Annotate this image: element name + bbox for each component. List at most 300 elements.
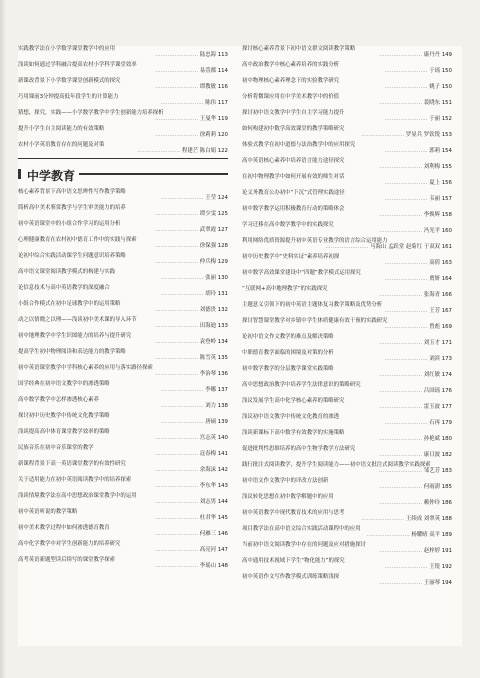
toc-entry-meta xyxy=(18,243,228,249)
toc-entry-author: 王锐 xyxy=(429,564,440,571)
toc-entry-meta xyxy=(242,116,452,122)
toc-entry xyxy=(242,446,452,459)
toc-entry-page: 124 xyxy=(215,195,228,202)
toc-entry-page: 148 xyxy=(215,563,228,570)
toc-entry-author: 邹艺芳 xyxy=(423,468,440,475)
toc-entry-title: 学习迁移在高中数学教学中的实践探究 xyxy=(242,222,334,228)
toc-entry xyxy=(18,541,228,554)
leader-dots: …………………… xyxy=(384,308,430,315)
toc-entry-title: 探讨智慧课堂教学对乡镇中学生体质健康有效干预的实践研究 xyxy=(242,318,388,324)
toc-entry-meta xyxy=(242,340,452,346)
toc-entry-meta xyxy=(18,291,228,297)
toc-entry xyxy=(18,557,228,570)
toc-entry-meta xyxy=(18,211,228,217)
toc-entry xyxy=(242,110,452,123)
page-fold-shadow xyxy=(0,0,6,678)
toc-entry-author: 宫志英 xyxy=(199,435,216,442)
toc-entry-author: 胡玲 xyxy=(205,291,216,298)
toc-entry-author: 陈雪英 xyxy=(199,355,216,362)
toc-entry xyxy=(242,46,452,59)
toc-entry-page: 116 xyxy=(215,84,228,91)
toc-entry-title: 初中英语课堂中的小组合作学习的运用分析 xyxy=(18,221,121,227)
toc-entry-meta xyxy=(242,180,452,186)
toc-entry-meta xyxy=(242,52,452,58)
toc-entry-title: 论初中综合实践活动课学生问题意识培养策略 xyxy=(18,253,126,259)
leader-dots: …………………… xyxy=(154,243,200,250)
toc-entry-page: 194 xyxy=(439,580,452,587)
toc-entry-title: “互联网+高中地理教学”的实践探究 xyxy=(242,286,328,292)
toc-entry-title: 初中语文作文教学中的评改方法创新 xyxy=(242,478,329,484)
toc-entry-author: 武翠霞 xyxy=(199,227,216,234)
toc-entry-author: 曾彪 xyxy=(429,324,440,331)
section-rule xyxy=(79,173,228,175)
toc-entry-page: 160 xyxy=(439,228,452,235)
toc-entry-author: 李瑶山 xyxy=(199,563,216,570)
toc-entry-meta xyxy=(18,547,228,553)
leader-dots: …………………… xyxy=(160,291,206,298)
leader-dots: …………………… xyxy=(154,84,200,91)
toc-entry xyxy=(242,382,452,395)
toc-entry-author: 赵梓婷 xyxy=(423,548,440,555)
toc-entry-meta xyxy=(18,259,228,265)
toc-entry-page: 185 xyxy=(439,484,452,491)
toc-entry-meta xyxy=(242,260,452,266)
toc-entry-meta xyxy=(18,563,228,569)
toc-entry-author: 于瑶 xyxy=(429,68,440,75)
toc-entry xyxy=(242,462,452,475)
toc-entry-page: 191 xyxy=(439,548,452,555)
toc-entry-meta xyxy=(242,548,452,554)
leader-dots: …………………… xyxy=(378,164,424,171)
toc-entry-author: 李治琴 xyxy=(199,371,216,378)
leader-dots: …………………… xyxy=(384,564,430,571)
toc-entry-title: 高中政治教学中核心素养培养的实践分析 xyxy=(242,62,340,68)
toc-entry-page: 176 xyxy=(439,388,452,395)
toc-entry-author: 仲兵梅 xyxy=(199,259,216,266)
toc-entry xyxy=(18,365,228,378)
toc-entry-page: 131 xyxy=(215,291,228,298)
toc-entry-meta xyxy=(242,468,452,474)
toc-entry-title: 初中数学教学运用积极教育行动的策略体会 xyxy=(242,206,345,212)
toc-entry-meta xyxy=(242,516,452,522)
toc-entry xyxy=(18,477,228,490)
leader-dots: …………………… xyxy=(378,468,424,475)
toc-entry-page: 167 xyxy=(439,308,452,315)
toc-entry-author: 何雨澍 xyxy=(423,484,440,491)
toc-entry-title: 初中地理教学中学生识图能力的培养与提升研究 xyxy=(18,333,132,339)
toc-entry-meta xyxy=(18,531,228,537)
toc-entry-author: 裴晓东 xyxy=(423,100,440,107)
leader-dots: …………………… xyxy=(154,531,200,538)
toc-entry-page: 146 xyxy=(215,531,228,538)
toc-entry xyxy=(242,478,452,491)
toc-entry-title: 浅议转化思想在初中数学解题中的应用 xyxy=(242,494,334,500)
toc-entry-meta xyxy=(242,500,452,506)
leader-dots: …………………… xyxy=(154,435,200,442)
toc-entry-meta xyxy=(18,84,228,90)
toc-entry-page: 140 xyxy=(215,435,228,442)
toc-entry-page: 137 xyxy=(215,387,228,394)
leader-dots: …………………… xyxy=(378,436,424,443)
toc-entry xyxy=(242,302,452,315)
toc-entry-page: 132 xyxy=(215,307,228,314)
toc-entry-meta xyxy=(18,307,228,313)
toc-entry xyxy=(242,142,452,155)
toc-entry xyxy=(18,525,228,538)
toc-entry-page: 171 xyxy=(439,340,452,347)
leader-dots: …………………… xyxy=(378,452,424,459)
toc-entry-meta xyxy=(18,451,228,457)
toc-entry-page: 157 xyxy=(439,196,452,203)
toc-entry xyxy=(242,222,452,235)
leader-dots: …………………… xyxy=(384,324,430,331)
toc-entry-page: 153 xyxy=(439,132,452,139)
toc-entry xyxy=(242,254,452,267)
left-top-entries xyxy=(18,46,228,155)
toc-entry xyxy=(242,494,452,507)
toc-entry-title: 体验式教学在初中道德与法治教学中的应用探究 xyxy=(242,142,356,148)
toc-entry-title: 高中数学教学中怎样渗透核心素养 xyxy=(18,397,99,403)
toc-entry xyxy=(18,221,228,234)
toc-entry xyxy=(242,190,452,203)
toc-entry-title: 高中通用技术视域下学生“物化能力”的探究 xyxy=(242,558,345,564)
toc-entry-meta xyxy=(242,276,452,282)
toc-entry-author: 杨耀晴 高平 xyxy=(411,532,440,539)
leader-dots: …………………… xyxy=(160,403,206,410)
toc-entry-meta xyxy=(18,499,228,505)
toc-entry-title: 探讨初中历史教学中传统文化教学策略 xyxy=(18,413,110,419)
toc-entry-author: 刘德贵 xyxy=(199,307,216,314)
leader-dots: …………………… xyxy=(378,372,424,379)
toc-entry-author: 袁登岭 xyxy=(199,339,216,346)
toc-entry-meta xyxy=(242,100,452,106)
leader-dots: …………………… xyxy=(325,244,371,251)
toc-entry-title: 小组合作模式在初中足球教学中的运用策略 xyxy=(18,301,121,307)
toc-entry-page: 179 xyxy=(439,420,452,427)
toc-entry-title: 农村小学英语教育存在的问题及对策 xyxy=(18,142,105,148)
toc-entry-title: 新课改背景下小学数学课堂创新模式的探究 xyxy=(18,78,121,84)
leader-dots: …………………… xyxy=(378,100,424,107)
toc-entry-title: 利用网络优质资源提升初中英语专业教学的语言综合运用能力 xyxy=(242,238,388,244)
toc-entry-author: 冯光平 xyxy=(423,228,440,235)
toc-entry-author: 雷玉波 xyxy=(423,404,440,411)
toc-entry xyxy=(18,509,228,522)
toc-entry-author: 马海山 孟跃堂 赵菊红 于双双 xyxy=(370,244,440,251)
leader-dots: …………………… xyxy=(160,275,206,282)
toc-entry-page: 120 xyxy=(215,132,228,139)
leader-dots: …………………… xyxy=(378,340,424,347)
toc-entry-page: 154 xyxy=(439,148,452,155)
toc-entry xyxy=(18,78,228,91)
leader-dots: …………………… xyxy=(361,132,406,139)
toc-entry-title: 初中数学高效课堂建设中“四题”教学模式运用探究 xyxy=(242,270,361,276)
leader-dots: …………………… xyxy=(154,371,200,378)
toc-entry xyxy=(18,445,228,458)
toc-entry-author: 余海沫 xyxy=(199,467,216,474)
toc-entry xyxy=(242,430,452,443)
toc-entry-author: 王丽琴 xyxy=(423,580,440,587)
toc-entry-title: 浅谈新课标下高中数学有效教学的实施策略 xyxy=(242,430,345,436)
toc-entry-meta xyxy=(18,116,228,122)
leader-dots: …………………… xyxy=(154,259,200,266)
toc-entry xyxy=(18,253,228,266)
toc-entry-author: 韦丽 xyxy=(429,196,440,203)
toc-entry-meta xyxy=(242,292,452,298)
leader-dots: …………………… xyxy=(384,196,430,203)
toc-entry-page: 158 xyxy=(439,212,452,219)
toc-entry-meta xyxy=(242,532,452,538)
toc-entry-page: 127 xyxy=(215,227,228,234)
section-divider xyxy=(18,158,228,159)
toc-entry xyxy=(18,397,228,410)
leader-dots: …………………… xyxy=(384,260,430,267)
toc-entry-meta xyxy=(18,435,228,441)
toc-entry-title: 主题意义引领下的初中英语主题体复习教学策略及优势分析 xyxy=(242,302,383,308)
toc-entry xyxy=(242,558,452,571)
toc-entry xyxy=(18,205,228,218)
toc-entry xyxy=(242,270,452,283)
toc-entry-title: 浅谈情境教学法在高中思想政治课堂教学中的运用 xyxy=(18,493,137,499)
toc-entry xyxy=(242,238,452,251)
leader-dots: …………………… xyxy=(154,339,200,346)
toc-entry-meta xyxy=(242,308,452,314)
toc-entry-title: 浅议发展学生高中化学核心素养的策略研究 xyxy=(242,398,345,404)
toc-entry-author: 刘利梅 xyxy=(423,164,440,171)
toc-entry-meta xyxy=(18,148,228,154)
toc-entry-author: 唐硕 xyxy=(205,419,216,426)
toc-entry-page: 114 xyxy=(215,68,228,75)
toc-entry-title: 高考英语新题型读后续写的课堂教学探索 xyxy=(18,557,116,563)
toc-entry-meta xyxy=(18,419,228,425)
toc-entry xyxy=(18,413,228,426)
toc-entry-title: 浅谈如何通过学科融合提高农村小学科学课堂效率 xyxy=(18,62,137,68)
toc-entry-author: 杜君华 xyxy=(199,515,216,522)
toc-entry-title: 探讨核心素养背景下初中语文群文阅读教学策略 xyxy=(242,46,356,52)
toc-entry-author: 王曼华 xyxy=(199,116,216,123)
table-of-contents-page xyxy=(18,46,462,646)
toc-entry-author: 贾妍 xyxy=(429,276,440,283)
toc-entry-author: 何雁三 xyxy=(199,531,216,538)
toc-entry-meta xyxy=(242,164,452,170)
toc-entry-page: 133 xyxy=(215,323,228,330)
leader-dots: …………………… xyxy=(378,548,424,555)
toc-entry-meta xyxy=(242,372,452,378)
toc-entry xyxy=(242,574,452,587)
toc-entry xyxy=(242,414,452,427)
toc-entry-page: 177 xyxy=(439,404,452,411)
toc-entry-meta xyxy=(18,387,228,393)
toc-entry-page: 182 xyxy=(439,452,452,459)
toc-entry-meta xyxy=(18,483,228,489)
toc-entry-meta xyxy=(242,388,452,394)
toc-entry xyxy=(18,189,228,202)
toc-entry-page: 161 xyxy=(439,244,452,251)
toc-entry-page: 139 xyxy=(215,419,228,426)
toc-entry-page: 117 xyxy=(215,100,228,107)
toc-entry xyxy=(242,174,452,187)
leader-dots: …………………… xyxy=(378,292,424,299)
toc-entry-meta xyxy=(242,132,452,138)
toc-entry-title: 论初中语文作文教学的难点及解决策略 xyxy=(242,334,334,340)
toc-entry-meta xyxy=(242,148,452,154)
toc-entry-meta xyxy=(242,212,452,218)
toc-entry-title: 在初中物理教学中如何开展有效的师生对话 xyxy=(242,174,345,180)
toc-entry-page: 149 xyxy=(439,52,452,59)
leader-dots: …………………… xyxy=(154,52,200,59)
toc-entry-meta xyxy=(242,420,452,426)
toc-entry-title: 高中语文课堂阅读教学模式的构建与实践 xyxy=(18,269,116,275)
toc-entry-meta xyxy=(242,484,452,490)
toc-entry-author: 刘玉才 xyxy=(423,340,440,347)
toc-entry-title: 高中化学教学中对学生创新能力的培养研究 xyxy=(18,541,121,547)
left-column xyxy=(18,46,228,573)
toc-entry xyxy=(18,349,228,362)
toc-entry-title: 新课程背景下高一英语课堂教学的有效性研究 xyxy=(18,461,126,467)
toc-entry-page: 147 xyxy=(215,547,228,554)
leader-dots: …………………… xyxy=(366,532,412,539)
toc-entry-title: 初中历史教学中“史料实证”素养培养初探 xyxy=(242,254,340,260)
toc-entry xyxy=(242,126,452,139)
toc-entry-page: 145 xyxy=(215,515,228,522)
toc-entry-title: 关于适用能力在初中英语阅读教学中的培养探索 xyxy=(18,477,132,483)
leader-dots: …………………… xyxy=(154,116,200,123)
toc-entry-title: 初中美术教学过程中如何渗透德育教育 xyxy=(18,525,110,531)
toc-entry-page: 152 xyxy=(439,116,452,123)
leader-dots: …………………… xyxy=(154,451,200,458)
toc-entry-title: 初中英语听说的教学策略 xyxy=(18,509,78,515)
leader-dots: …………………… xyxy=(384,84,430,91)
leader-dots: …………………… xyxy=(160,100,206,107)
toc-entry-author: 张海青 xyxy=(423,292,440,299)
toc-entry-meta xyxy=(242,84,452,90)
toc-entry-title: 动之以情晓之以理——浅谈初中美术课的导入环节 xyxy=(18,317,137,323)
leader-dots: …………………… xyxy=(384,148,430,155)
leader-dots: …………………… xyxy=(154,483,200,490)
toc-entry xyxy=(18,493,228,506)
toc-entry-meta xyxy=(18,227,228,233)
toc-entry-author: 谭少雯 xyxy=(199,211,216,218)
toc-entry xyxy=(18,301,228,314)
leader-dots: …………………… xyxy=(154,355,200,362)
toc-entry-page: 163 xyxy=(439,260,452,267)
toc-entry-title: 当前初中语文阅读教学中存在的问题及应对措施探讨 xyxy=(242,542,366,548)
leader-dots: …………………… xyxy=(384,420,430,427)
toc-entry-meta xyxy=(18,132,228,138)
toc-entry-author: 徐莉莉 xyxy=(199,132,216,139)
toc-entry-author: 陈伟 xyxy=(205,100,216,107)
toc-entry-meta xyxy=(242,564,452,570)
section-marker xyxy=(18,169,21,179)
toc-entry-meta xyxy=(242,404,452,410)
toc-entry-page: 180 xyxy=(439,436,452,443)
leader-dots: …………………… xyxy=(154,227,200,234)
toc-entry xyxy=(18,142,228,155)
toc-entry-meta xyxy=(18,52,228,58)
leader-dots: …………………… xyxy=(154,323,200,330)
leader-dots: …………………… xyxy=(384,68,430,75)
toc-entry-page: 169 xyxy=(439,324,452,331)
toc-entry-author: 高亮河 xyxy=(199,547,216,554)
toc-entry-page: 143 xyxy=(215,483,228,490)
toc-entry-title: 国学经典在初中语文教学中的渗透策略 xyxy=(18,381,110,387)
toc-entry-page: 134 xyxy=(215,339,228,346)
toc-entry xyxy=(242,286,452,299)
toc-entry xyxy=(242,398,452,411)
toc-entry-title: 实践教学法在小学数学课堂教学中的应用 xyxy=(18,46,116,52)
toc-entry-author: 易萱都 xyxy=(199,68,216,75)
toc-entry-author: 程建芒 陈白娟 xyxy=(181,148,216,155)
toc-entry-title: 简析高中美术鉴赏教学与学生审美能力的培养 xyxy=(18,205,126,211)
toc-entry-author: 于丽 xyxy=(429,116,440,123)
toc-entry-author: 李娜 xyxy=(205,387,216,394)
toc-entry-author: 谭教敏 xyxy=(199,84,216,91)
toc-entry-page: 150 xyxy=(439,68,452,75)
leader-dots: …………………… xyxy=(160,419,206,426)
toc-entry-page: 164 xyxy=(439,276,452,283)
toc-entry-page: 173 xyxy=(439,356,452,363)
toc-entry-title: 浅谈提高高中体育课堂教学效率的策略 xyxy=(18,429,110,435)
toc-entry-page: 156 xyxy=(439,180,452,187)
toc-entry-author: 康日波 xyxy=(423,452,440,459)
toc-entry-title: 初中英语作文写作教学模式训练策略浅探 xyxy=(242,574,340,580)
toc-entry-title: 探讨初中语文教学中学生自主学习能力提升 xyxy=(242,110,345,116)
leader-dots: …………………… xyxy=(154,211,200,218)
leader-dots: …………………… xyxy=(384,116,430,123)
toc-entry-page: 151 xyxy=(439,100,452,107)
leader-dots: …………………… xyxy=(378,228,424,235)
section-header xyxy=(18,163,228,185)
toc-entry-title: 高中英语核心素养中培养语言能力途径探究 xyxy=(242,158,345,164)
toc-entry-title: 高中思想政治教学中培养学生法律意识的策略研究 xyxy=(242,382,361,388)
leader-dots: …………………… xyxy=(384,180,430,187)
toc-entry-title: 心理健康教育在农村初中德育工作中的实践与探索 xyxy=(18,237,137,243)
toc-entry xyxy=(18,62,228,75)
toc-entry-page: 141 xyxy=(215,451,228,458)
right-entries xyxy=(242,46,452,587)
toc-entry-title: 如何构建初中数学高效课堂的教学策略研究 xyxy=(242,126,345,132)
leader-dots: …………………… xyxy=(160,195,206,202)
toc-entry xyxy=(242,94,452,107)
toc-entry-author: 夏上 xyxy=(429,180,440,187)
toc-entry xyxy=(242,366,452,379)
toc-entry-page: 183 xyxy=(439,468,452,475)
toc-entry-author: 康丹丹 xyxy=(423,52,440,59)
toc-entry-meta xyxy=(242,196,452,202)
toc-entry xyxy=(18,269,228,282)
toc-entry-author: 刘滨 xyxy=(429,356,440,363)
toc-entry xyxy=(18,285,228,298)
leader-dots: …………………… xyxy=(160,387,206,394)
toc-entry-title: 项目教学法在高中语文综合实践活动课程中的应用 xyxy=(242,526,361,532)
leader-dots: …………………… xyxy=(154,68,200,75)
toc-entry-author: 孙艳斌 xyxy=(423,436,440,443)
toc-entry-author: 刘力 xyxy=(205,403,216,410)
toc-entry xyxy=(242,526,452,539)
toc-entry-author: 李东华 xyxy=(199,483,216,490)
leader-dots: …………………… xyxy=(378,500,424,507)
leader-dots: …………………… xyxy=(361,516,406,523)
toc-entry-page: 113 xyxy=(215,52,228,59)
toc-entry-author: 赖仲玲 xyxy=(423,500,440,507)
toc-entry-title: 提升小学生自主阅读能力的有效策略 xyxy=(18,126,105,132)
right-column xyxy=(242,46,452,590)
toc-entry-title: 分析将微课应用在中学美术教学中的价值 xyxy=(242,94,340,100)
toc-entry xyxy=(242,510,452,523)
toc-entry-page: 188 xyxy=(439,516,452,523)
toc-entry-author: 张丽 xyxy=(205,275,216,282)
toc-entry xyxy=(242,206,452,219)
toc-entry-page: 174 xyxy=(439,372,452,379)
